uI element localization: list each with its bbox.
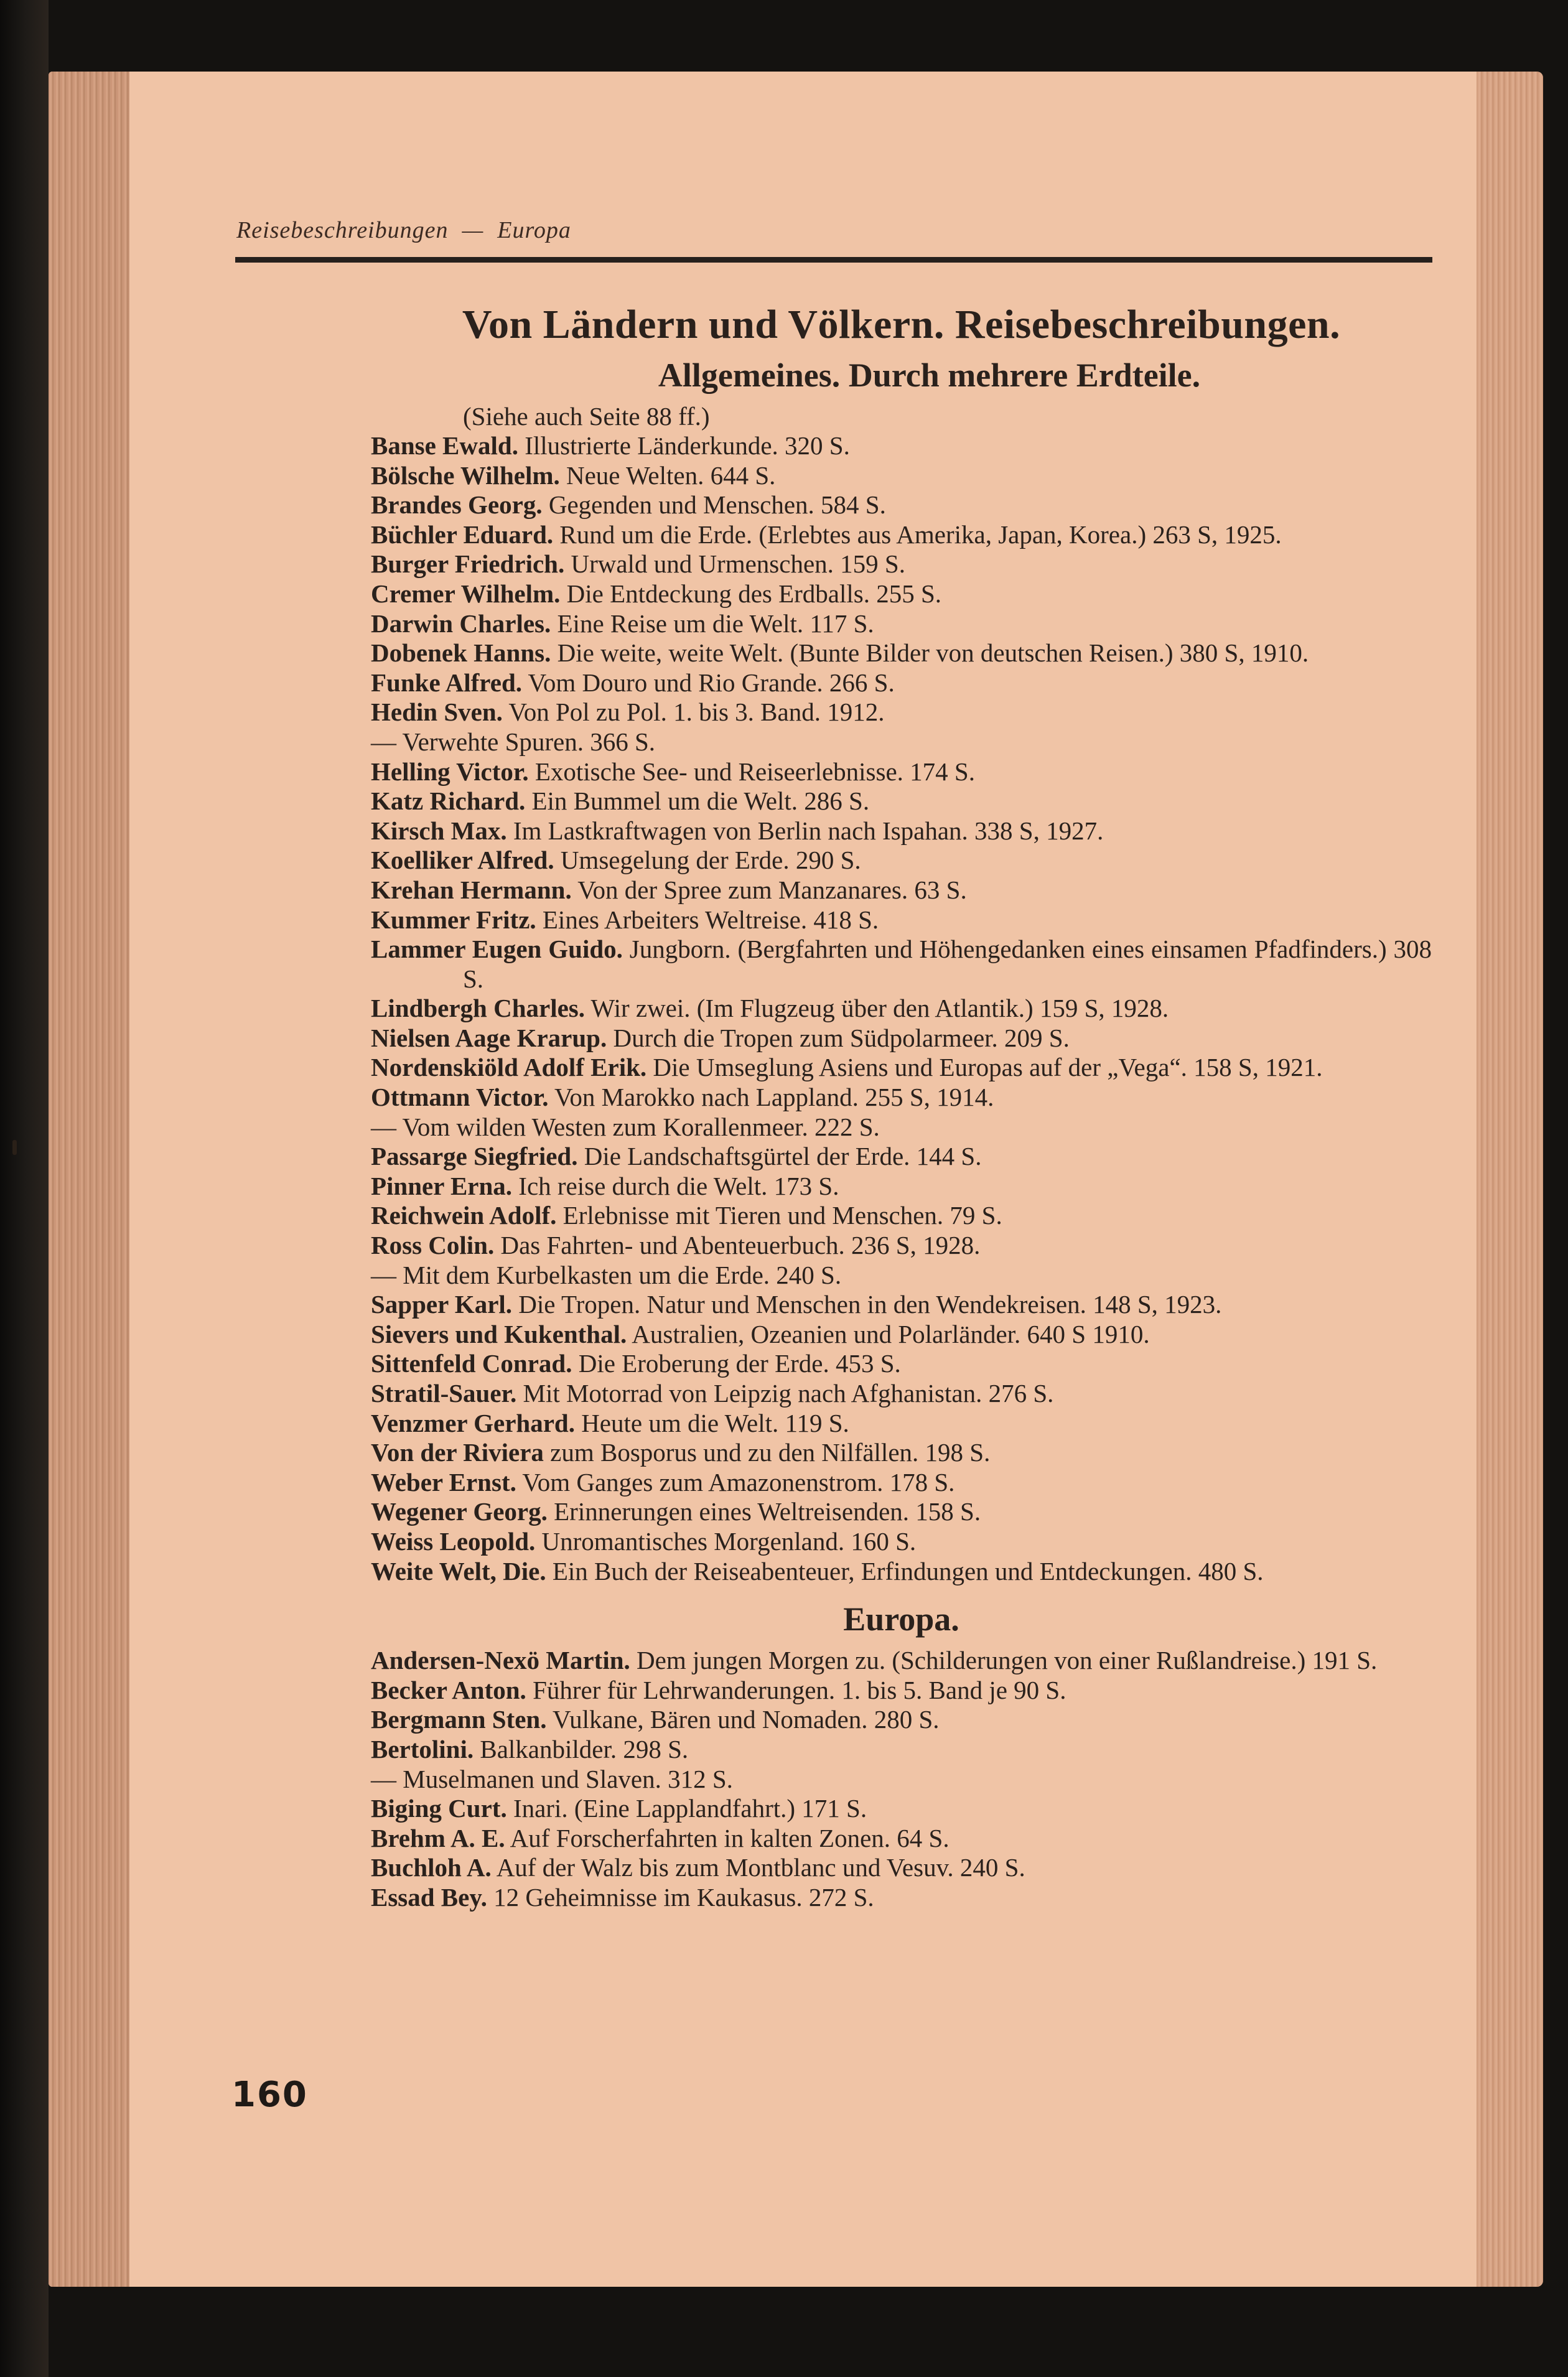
- bibliography-entry: [371, 1497, 1432, 1527]
- entry-text: Von Pol zu Pol. 1. bis 3. Band. 1912.: [508, 698, 885, 727]
- entry-author: Hedin Sven.: [371, 698, 503, 727]
- ditto-dash: —: [371, 1112, 396, 1141]
- entry-author: Nordenskiöld Adolf Erik.: [371, 1053, 647, 1082]
- entry-author: Weiss Leopold.: [371, 1526, 536, 1556]
- entry-text: Exotische See- und Reiseerlebnisse. 174 S.: [534, 757, 975, 786]
- bibliography-entry: [371, 579, 1432, 609]
- bibliography-entry: [371, 935, 1432, 994]
- bibliography-entry: [371, 1053, 1432, 1083]
- entry-author: Lindbergh Charles.: [371, 994, 585, 1023]
- entry-text: Die Tropen. Natur und Menschen in den Wendekreisen. 148 S, 1923.: [518, 1290, 1222, 1319]
- cross-reference-note: (Siehe auch Seite 88 ff.): [463, 402, 710, 431]
- entry-text: Inari. (Eine Lapplandfahrt.) 171 S.: [513, 1794, 867, 1823]
- entry-text: Die Entdeckung des Erdballs. 255 S.: [566, 579, 942, 608]
- bibliography-entry: [371, 1824, 1432, 1854]
- bibliography-entry: [371, 1409, 1432, 1439]
- bibliography-entry: [371, 994, 1432, 1024]
- entry-text: 12 Geheimnisse im Kaukasus. 272 S.: [493, 1882, 874, 1912]
- page-content: [371, 297, 1432, 1913]
- entry-text: Eines Arbeiters Weltreise. 418 S.: [542, 905, 879, 934]
- entry-text: Das Fahrten- und Abenteuerbuch. 236 S, 1928.: [500, 1231, 981, 1260]
- entry-author: Bölsche Wilhelm.: [371, 460, 560, 490]
- entry-author: Ross Colin.: [371, 1231, 495, 1260]
- bibliography-entry: [371, 1320, 1432, 1350]
- entry-author: Andersen-Nexö Martin.: [371, 1646, 630, 1675]
- entry-text: Ich reise durch die Welt. 173 S.: [518, 1171, 839, 1200]
- bibliography-entry: [371, 1468, 1432, 1498]
- entry-text: Dem jungen Morgen zu. (Schilderungen von einer Rußlandreise.) 191 S.: [637, 1646, 1378, 1675]
- entry-text: Balkanbilder. 298 S.: [480, 1734, 689, 1763]
- entry-author: Cremer Wilhelm.: [371, 579, 561, 608]
- bibliography-entry: [371, 698, 1432, 727]
- book-spine: [0, 0, 49, 2377]
- bibliography-entry: [371, 1261, 1432, 1291]
- entry-author: Dobenek Hanns.: [371, 638, 551, 668]
- bibliography-entry: [371, 727, 1432, 757]
- entry-text: Heute um die Welt. 119 S.: [581, 1408, 849, 1437]
- bibliography-entry: [371, 846, 1432, 876]
- bibliography-entry: [371, 549, 1432, 579]
- bibliography-entry: [371, 1735, 1432, 1765]
- entry-author: Essad Bey.: [371, 1882, 487, 1912]
- entry-author: Reichwein Adolf.: [371, 1201, 557, 1230]
- bibliography-entry: [371, 905, 1432, 935]
- bibliography-entry: [371, 1853, 1432, 1883]
- entry-text: Jungborn. (Bergfahrten und Höhengedanken eines einsamen Pfadfinders.) 308 S.: [463, 935, 1432, 993]
- bibliography-entry: [371, 638, 1432, 668]
- running-head: [236, 217, 571, 244]
- entry-author: Venzmer Gerhard.: [371, 1408, 575, 1437]
- entry-text: Verwehte Spuren. 366 S.: [402, 727, 656, 756]
- entry-text: Auf der Walz bis zum Montblanc und Vesuv. 240 S.: [496, 1853, 1025, 1882]
- entry-text: Die Landschaftsgürtel der Erde. 144 S.: [584, 1142, 982, 1171]
- bibliography-entry: [371, 1438, 1432, 1468]
- entry-author: Darwin Charles.: [371, 609, 551, 638]
- entry-author: Pinner Erna.: [371, 1171, 513, 1200]
- entry-author: Kummer Fritz.: [371, 905, 536, 934]
- bibliography-entry: [371, 1794, 1432, 1824]
- bibliography-entry: [371, 1349, 1432, 1379]
- running-head-right: Europa: [497, 217, 571, 243]
- entry-text: Die Umseglung Asiens und Europas auf der „Vega“. 158 S, 1921.: [653, 1053, 1323, 1082]
- bibliography-entry: [371, 609, 1432, 639]
- page-fore-edge: [1477, 72, 1543, 2287]
- bibliography-entry: [371, 1705, 1432, 1735]
- general-entry-list: [371, 431, 1432, 1586]
- bibliography-entry: [371, 1646, 1432, 1676]
- running-head-separator: —: [462, 217, 484, 243]
- entry-text: Urwald und Urmenschen. 159 S.: [571, 549, 905, 579]
- page-stack-edge: [49, 72, 129, 2287]
- entry-text: Von Marokko nach Lappland. 255 S, 1914.: [554, 1083, 994, 1112]
- entry-author: Von der Riviera: [371, 1438, 544, 1467]
- ditto-dash: —: [371, 727, 396, 756]
- entry-text: Australien, Ozeanien und Polarländer. 640 S 1910.: [632, 1319, 1150, 1348]
- binding-mark: [12, 1140, 17, 1155]
- bibliography-entry: [371, 1172, 1432, 1202]
- section-title-general: Allgemeines. Durch mehrere Erdteile.: [658, 357, 1201, 394]
- ditto-dash: —: [371, 1260, 396, 1289]
- page-title: Von Ländern und Völkern. Reisebeschreibungen.: [462, 302, 1341, 347]
- entry-author: Lammer Eugen Guido.: [371, 935, 623, 964]
- bibliography-entry: [371, 668, 1432, 698]
- entry-author: Funke Alfred.: [371, 668, 522, 697]
- entry-text: Vom Ganges zum Amazonenstrom. 178 S.: [522, 1467, 955, 1497]
- entry-author: Brandes Georg.: [371, 490, 543, 520]
- bibliography-entry: [371, 876, 1432, 905]
- entry-author: Bertolini.: [371, 1734, 474, 1763]
- entry-text: Ein Buch der Reiseabenteuer, Erfindungen und Entdeckungen. 480 S.: [552, 1556, 1264, 1585]
- entry-text: Illustrierte Länderkunde. 320 S.: [525, 431, 850, 460]
- entry-text: Mit Motorrad von Leipzig nach Afghanistan. 276 S.: [523, 1379, 1054, 1408]
- entry-text: zum Bosporus und zu den Nilfällen. 198 S.: [550, 1438, 991, 1467]
- entry-text: Vulkane, Bären und Nomaden. 280 S.: [552, 1705, 940, 1734]
- entry-text: Von der Spree zum Manzanares. 63 S.: [577, 875, 967, 904]
- entry-text: Vom wilden Westen zum Korallenmeer. 222 S.: [402, 1112, 880, 1141]
- bibliography-entry: [371, 1113, 1432, 1142]
- entry-author: Sievers und Kukenthal.: [371, 1319, 627, 1348]
- entry-text: Gegenden und Menschen. 584 S.: [548, 490, 886, 520]
- entry-author: Passarge Siegfried.: [371, 1142, 578, 1171]
- entry-text: Im Lastkraftwagen von Berlin nach Ispahan. 338 S, 1927.: [513, 816, 1104, 845]
- bibliography-entry: [371, 1142, 1432, 1172]
- section-title-europe: Europa.: [843, 1600, 959, 1638]
- bibliography-entry: [371, 1083, 1432, 1113]
- entry-author: Burger Friedrich.: [371, 549, 565, 579]
- ditto-dash: —: [371, 1764, 396, 1793]
- bibliography-entry: [371, 1231, 1432, 1261]
- bibliography-entry: [371, 490, 1432, 520]
- header-rule: [235, 257, 1432, 263]
- bibliography-entry: [371, 520, 1432, 550]
- entry-author: Brehm A. E.: [371, 1823, 505, 1852]
- entry-author: Bergmann Sten.: [371, 1705, 547, 1734]
- bibliography-entry: [371, 1024, 1432, 1053]
- entry-author: Ottmann Victor.: [371, 1083, 549, 1112]
- entry-author: Nielsen Aage Krarup.: [371, 1023, 607, 1052]
- entry-text: Durch die Tropen zum Südpolarmeer. 209 S.: [613, 1023, 1070, 1052]
- entry-author: Büchler Eduard.: [371, 520, 554, 549]
- bibliography-entry: [371, 1201, 1432, 1231]
- entry-author: Biging Curt.: [371, 1794, 507, 1823]
- entry-text: Eine Reise um die Welt. 117 S.: [557, 609, 874, 638]
- entry-text: Erinnerungen eines Weltreisenden. 158 S.: [554, 1497, 981, 1526]
- entry-author: Weber Ernst.: [371, 1467, 516, 1497]
- bibliography-entry: [371, 1883, 1432, 1913]
- entry-author: Banse Ewald.: [371, 431, 518, 460]
- entry-author: Buchloh A.: [371, 1853, 492, 1882]
- entry-text: Führer für Lehrwanderungen. 1. bis 5. Band je 90 S.: [533, 1675, 1066, 1704]
- bibliography-entry: [371, 787, 1432, 816]
- bibliography-entry: [371, 1379, 1432, 1409]
- entry-author: Katz Richard.: [371, 787, 526, 816]
- entry-text: Ein Bummel um die Welt. 286 S.: [531, 787, 870, 816]
- entry-author: Helling Victor.: [371, 757, 529, 786]
- entry-text: Muselmanen und Slaven. 312 S.: [403, 1764, 733, 1793]
- bibliography-entry: [371, 1290, 1432, 1320]
- running-head-left: Reisebeschreibungen: [236, 217, 449, 243]
- entry-author: Krehan Hermann.: [371, 875, 572, 904]
- entry-author: Kirsch Max.: [371, 816, 507, 845]
- entry-text: Rund um die Erde. (Erlebtes aus Amerika, Japan, Korea.) 263 S, 1925.: [559, 520, 1282, 549]
- bibliography-entry: [371, 1557, 1432, 1587]
- entry-text: Vom Douro und Rio Grande. 266 S.: [528, 668, 895, 697]
- entry-text: Neue Welten. 644 S.: [566, 460, 776, 490]
- entry-text: Umsegelung der Erde. 290 S.: [560, 846, 861, 875]
- bibliography-entry: [371, 461, 1432, 491]
- bibliography-entry: [371, 1676, 1432, 1706]
- entry-author: Becker Anton.: [371, 1675, 526, 1704]
- entry-author: Koelliker Alfred.: [371, 846, 554, 875]
- entry-author: Wegener Georg.: [371, 1497, 548, 1526]
- entry-text: Wir zwei. (Im Flugzeug über den Atlantik.) 159 S, 1928.: [590, 994, 1169, 1023]
- bibliography-entry: [371, 757, 1432, 787]
- entry-text: Mit dem Kurbelkasten um die Erde. 240 S.: [403, 1260, 842, 1289]
- entry-text: Unromantisches Morgenland. 160 S.: [541, 1526, 917, 1556]
- entry-text: Auf Forscherfahrten in kalten Zonen. 64 S.: [510, 1823, 950, 1852]
- europe-entry-list: [371, 1646, 1432, 1912]
- entry-text: Die Eroberung der Erde. 453 S.: [578, 1349, 901, 1378]
- entry-author: Sittenfeld Conrad.: [371, 1349, 572, 1378]
- entry-text: Die weite, weite Welt. (Bunte Bilder von deutschen Reisen.) 380 S, 1910.: [557, 638, 1309, 668]
- bibliography-entry: [371, 1765, 1432, 1795]
- entry-author: Weite Welt, Die.: [371, 1556, 546, 1585]
- bibliography-entry: [371, 431, 1432, 461]
- entry-author: Sapper Karl.: [371, 1290, 513, 1319]
- page-number: 160: [231, 2075, 308, 2115]
- bibliography-entry: [371, 816, 1432, 846]
- entry-text: Erlebnisse mit Tieren und Menschen. 79 S.: [562, 1201, 1002, 1230]
- entry-author: Stratil-Sauer.: [371, 1379, 517, 1408]
- bibliography-entry: [371, 1527, 1432, 1557]
